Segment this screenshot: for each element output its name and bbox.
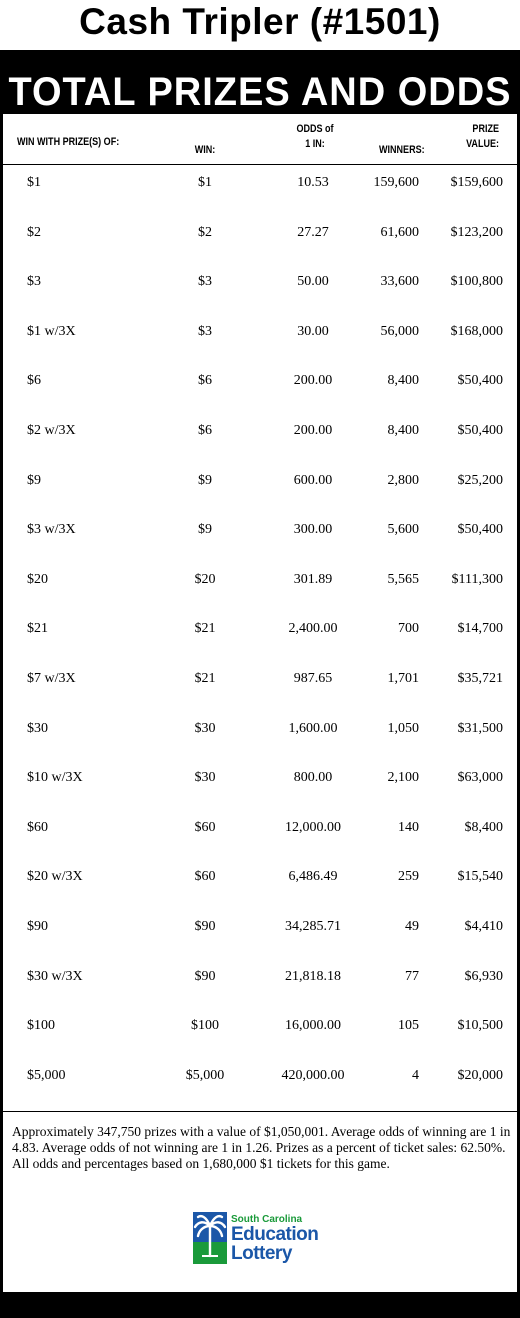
table-row <box>3 1008 517 1058</box>
table-row <box>3 463 517 513</box>
odds-cell: 300.00 <box>293 522 333 538</box>
prize-table-panel <box>3 114 517 1292</box>
prize-cell: $21 <box>27 621 48 637</box>
odds-cell: 34,285.71 <box>285 918 341 934</box>
prize-cell: $10 w/3X <box>27 770 83 786</box>
table-header <box>3 114 517 165</box>
header-win: WIN: <box>194 144 216 156</box>
win-cell: $2 <box>198 224 212 240</box>
prize-cell: $60 <box>27 819 48 835</box>
title-area <box>0 0 520 50</box>
prize-rows <box>3 165 517 1107</box>
prize-cell: $30 w/3X <box>27 968 83 984</box>
table-row <box>3 810 517 860</box>
value-cell: $4,410 <box>464 918 503 934</box>
odds-cell: 2,400.00 <box>288 621 338 637</box>
value-cell: $159,600 <box>450 175 503 190</box>
table-row <box>3 661 517 711</box>
winners-cell: 5,565 <box>387 571 419 587</box>
prize-cell: $2 <box>27 224 41 240</box>
palmetto-icon <box>193 1212 227 1264</box>
table-row <box>3 215 517 265</box>
prize-cell: $2 w/3X <box>27 422 76 438</box>
odds-cell: 16,000.00 <box>285 1018 341 1034</box>
table-row <box>3 314 517 364</box>
logo-line-lottery: Lottery <box>231 1243 292 1264</box>
winners-cell: 1,701 <box>387 670 419 686</box>
win-cell: $90 <box>194 918 216 934</box>
header-prize-line1: PRIZE <box>472 123 499 135</box>
logo-text <box>231 1214 318 1263</box>
value-cell: $50,400 <box>457 373 503 389</box>
prize-cell: $1 <box>27 175 41 190</box>
value-cell: $6,930 <box>464 968 503 984</box>
odds-cell: 200.00 <box>293 373 333 389</box>
winners-cell: 61,600 <box>380 224 419 240</box>
winners-cell: 2,100 <box>387 770 419 786</box>
table-row <box>3 512 517 562</box>
value-cell: $50,400 <box>457 422 503 438</box>
win-cell: $20 <box>194 571 216 587</box>
value-cell: $35,721 <box>457 670 503 686</box>
logo-line-state: South Carolina <box>231 1214 303 1225</box>
table-row <box>3 711 517 761</box>
prize-cell: $3 w/3X <box>27 522 76 538</box>
winners-cell: 2,800 <box>387 472 419 488</box>
header-odds-line2: 1 IN: <box>305 138 325 150</box>
value-cell: $123,200 <box>450 224 503 240</box>
table-row <box>3 859 517 909</box>
win-cell: $100 <box>191 1018 219 1034</box>
odds-cell: 6,486.49 <box>288 869 338 885</box>
odds-cell: 10.53 <box>297 175 329 190</box>
value-cell: $15,540 <box>457 869 503 885</box>
value-cell: $14,700 <box>457 621 503 637</box>
header-prize-line2: VALUE: <box>466 138 499 150</box>
prize-cell: $5,000 <box>27 1067 66 1083</box>
win-cell: $30 <box>194 770 216 786</box>
winners-cell: 33,600 <box>380 274 419 290</box>
table-row <box>3 959 517 1009</box>
prize-cell: $20 <box>27 571 48 587</box>
win-cell: $9 <box>198 522 212 538</box>
odds-cell: 301.89 <box>293 571 333 587</box>
game-title: Cash Tripler (#1501) <box>79 1 441 42</box>
win-cell: $3 <box>198 323 212 339</box>
value-cell: $111,300 <box>451 571 503 587</box>
win-cell: $5,000 <box>185 1067 225 1083</box>
table-row <box>3 562 517 612</box>
winners-cell: 259 <box>398 869 419 885</box>
value-cell: $100,800 <box>450 274 503 290</box>
logo-line-education: Education <box>231 1224 319 1245</box>
win-cell: $6 <box>198 422 212 438</box>
win-cell: $3 <box>198 274 212 290</box>
odds-cell: 30.00 <box>297 323 329 339</box>
odds-cell: 420,000.00 <box>281 1067 345 1083</box>
table-row <box>3 363 517 413</box>
odds-cell: 600.00 <box>293 472 333 488</box>
prize-cell: $90 <box>27 918 48 934</box>
winners-cell: 5,600 <box>387 522 419 538</box>
prize-cell: $100 <box>27 1018 55 1034</box>
prize-cell: $20 w/3X <box>27 869 83 885</box>
banner-heading: TOTAL PRIZES AND ODDS <box>8 70 512 115</box>
winners-cell: 77 <box>405 968 419 984</box>
value-cell: $10,500 <box>457 1018 503 1034</box>
table-row <box>3 413 517 463</box>
winners-cell: 140 <box>398 819 419 835</box>
winners-cell: 4 <box>412 1067 419 1083</box>
odds-cell: 27.27 <box>297 224 329 240</box>
header-odds-line1: ODDS of <box>296 123 334 135</box>
odds-cell: 21,818.18 <box>285 968 341 984</box>
win-cell: $90 <box>194 968 216 984</box>
winners-cell: 1,050 <box>387 720 419 736</box>
lottery-logo <box>193 1212 343 1270</box>
win-cell: $30 <box>194 720 216 736</box>
winners-cell: 159,600 <box>373 175 419 190</box>
odds-cell: 50.00 <box>297 274 329 290</box>
win-cell: $6 <box>198 373 212 389</box>
odds-cell: 200.00 <box>293 422 333 438</box>
winners-cell: 105 <box>398 1018 419 1034</box>
winners-cell: 8,400 <box>387 422 419 438</box>
table-row <box>3 165 517 215</box>
table-row <box>3 1058 517 1108</box>
value-cell: $50,400 <box>457 522 503 538</box>
prize-cell: $3 <box>27 274 41 290</box>
header-win-with: WIN WITH PRIZE(S) OF: <box>17 136 120 148</box>
table-row <box>3 760 517 810</box>
value-cell: $63,000 <box>457 770 503 786</box>
win-cell: $60 <box>194 869 216 885</box>
winners-cell: 49 <box>405 918 419 934</box>
prize-cell: $9 <box>27 472 41 488</box>
value-cell: $25,200 <box>457 472 503 488</box>
prize-cell: $6 <box>27 373 41 389</box>
odds-cell: 987.65 <box>293 670 333 686</box>
winners-cell: 700 <box>398 621 419 637</box>
win-cell: $60 <box>194 819 216 835</box>
header-winners: WINNERS: <box>379 144 425 156</box>
prize-cell: $7 w/3X <box>27 670 76 686</box>
table-footer <box>3 1111 517 1293</box>
value-cell: $8,400 <box>464 819 503 835</box>
winners-cell: 8,400 <box>387 373 419 389</box>
odds-cell: 1,600.00 <box>288 720 338 736</box>
odds-footnote: Approximately 347,750 prizes with a value of $1,050,001. Average odds of winning are 1 in 4.83. Average odds of not winning are 1 in 1.26. Prizes as a percent of ticket sales: 62.50%. All odds and percentages based on 1,680,000 $1 tickets for this game. <box>12 1124 511 1171</box>
table-row <box>3 264 517 314</box>
win-cell: $21 <box>194 670 216 686</box>
win-cell: $9 <box>198 472 212 488</box>
winners-cell: 56,000 <box>380 323 419 339</box>
value-cell: $31,500 <box>457 720 503 736</box>
prize-cell: $1 w/3X <box>27 323 76 339</box>
value-cell: $168,000 <box>450 323 503 339</box>
win-cell: $21 <box>194 621 216 637</box>
value-cell: $20,000 <box>457 1067 503 1083</box>
table-row <box>3 909 517 959</box>
odds-cell: 800.00 <box>293 770 333 786</box>
odds-cell: 12,000.00 <box>285 819 341 835</box>
win-cell: $1 <box>198 175 212 190</box>
table-row <box>3 611 517 661</box>
prize-cell: $30 <box>27 720 48 736</box>
